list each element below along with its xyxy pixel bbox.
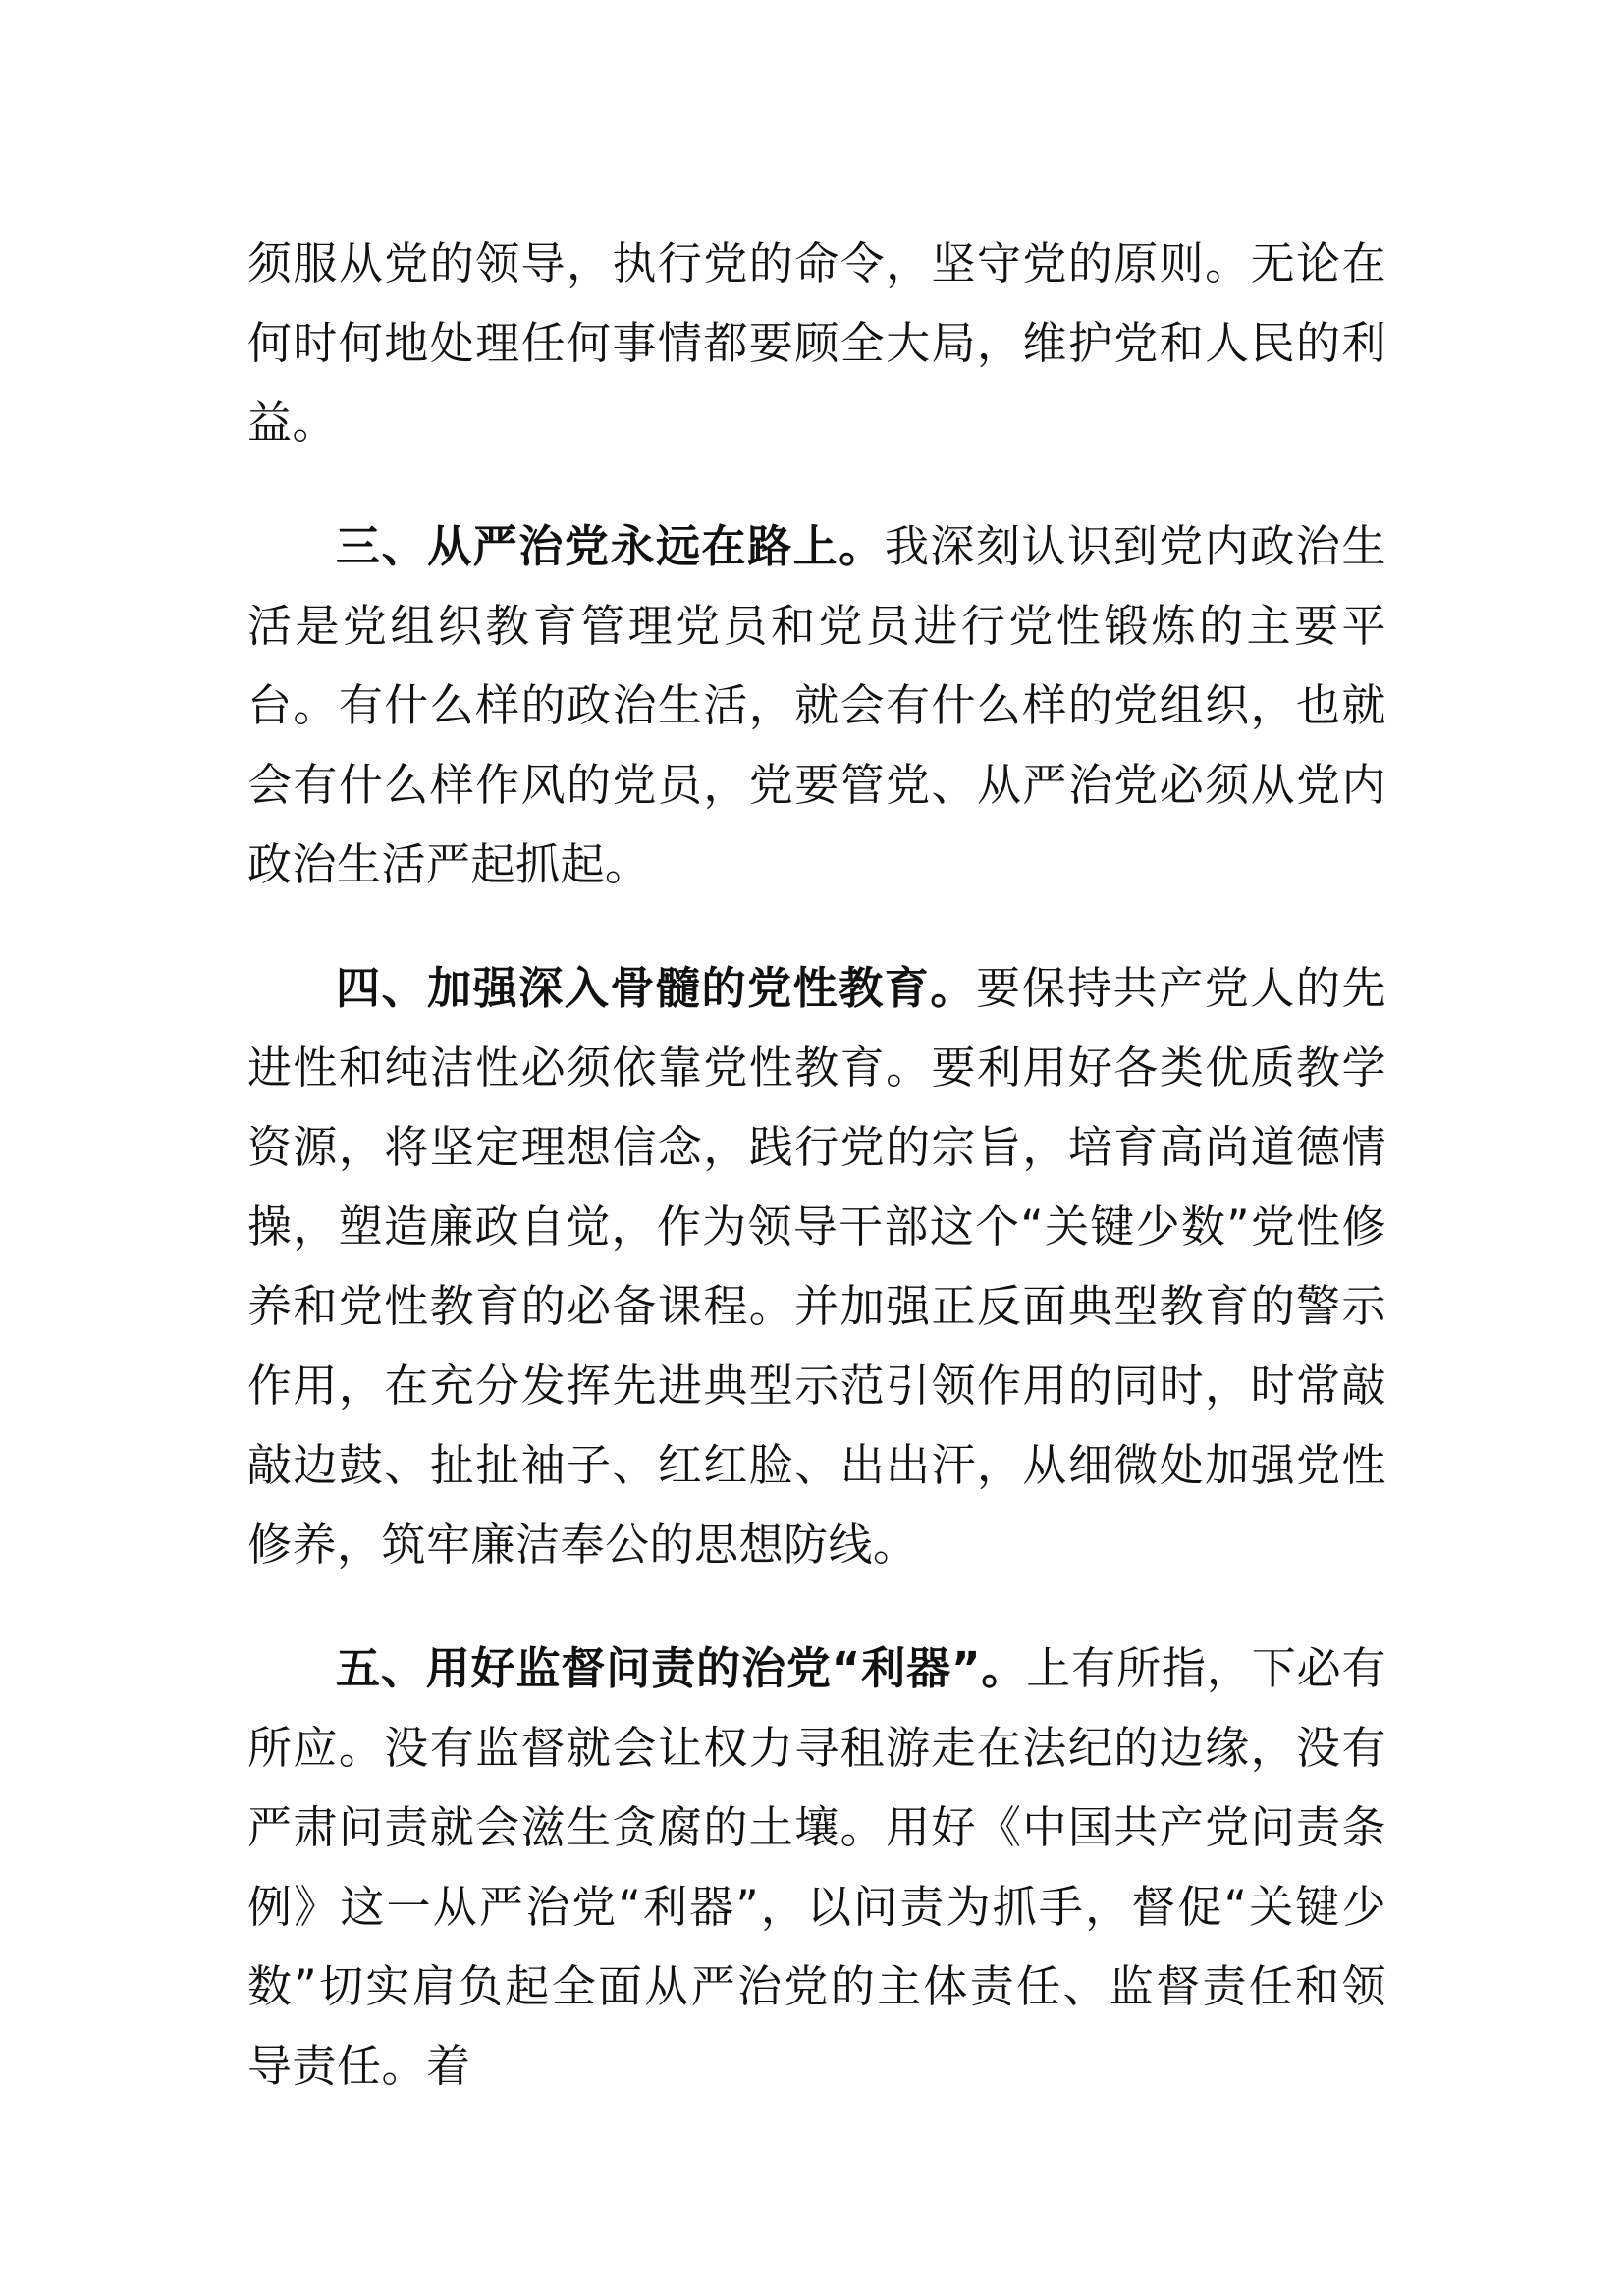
- document-page: [247, 224, 1386, 2106]
- paragraph-continuation: [247, 224, 1386, 462]
- paragraph-body-text: 要保持共产党人的先进性和纯洁性必须依靠党性教育。要利用好各类优质教学资源，将坚定理想信念，践行党的宗旨，培育高尚道德情操，塑造廉政自觉，作为领导干部这个“关键少数”党性修养和党性教育的必备课程。并加强正反面典型教育的警示作用，在充分发挥先进典型示范引领作用的同时，时常敲敲边鼓、扯扯袖子、红红脸、出出汗，从细微处加强党性修养，筑牢廉洁奉公的思想防线。: [247, 962, 1386, 1571]
- paragraph-section-4: [247, 948, 1386, 1584]
- paragraph-body-text: 上有所指，下必有所应。没有监督就会让权力寻租游走在法纪的边缘，没有严肃问责就会滋生贪腐的土壤。用好《中国共产党问责条例》这一从严治党“利器”，以问责为抓手，督促“关键少数”切实肩负起全面从严治党的主体责任、监督责任和领导责任。着: [247, 1642, 1386, 2092]
- section-heading-4: 四、加强深入骨髓的党性教育。: [336, 962, 976, 1014]
- paragraph-body-text: 须服从党的领导，执行党的命令，坚守党的原则。无论在何时何地处理任何事情都要顾全大局，维护党和人民的利益。: [247, 238, 1386, 449]
- section-heading-5: 五、用好监督问责的治党“利器”。: [336, 1642, 1027, 1694]
- section-heading-3: 三、从严治党永远在路上。: [336, 520, 885, 572]
- paragraph-section-5: [247, 1629, 1386, 2106]
- paragraph-body-text: 我深刻认识到党内政治生活是党组织教育管理党员和党员进行党性锻炼的主要平台。有什么样的政治生活，就会有什么样的党组织，也就会有什么样作风的党员，党要管党、从严治党必须从党内政治生活严起抓起。: [247, 520, 1386, 890]
- paragraph-section-3: [247, 507, 1386, 904]
